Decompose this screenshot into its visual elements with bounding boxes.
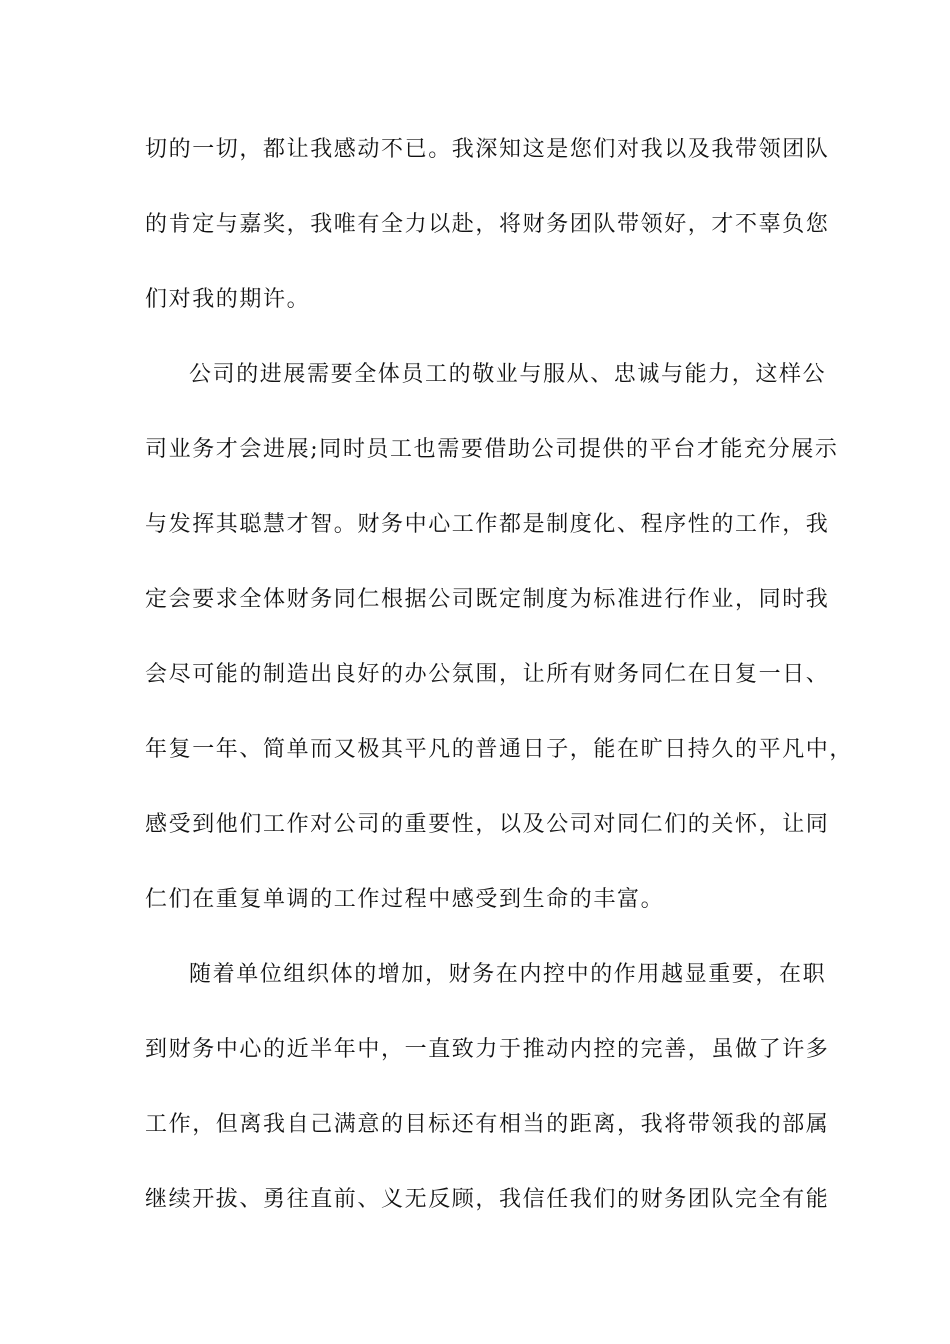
text-line: 仁们在重复单调的工作过程中感受到生命的丰富。 bbox=[145, 887, 665, 912]
text-line: 们对我的期许。 bbox=[145, 287, 311, 312]
text-line: 工作，但离我自己满意的目标还有相当的距离，我将带领我的部属 bbox=[145, 1112, 830, 1137]
paragraph-start-line: 随着单位组织体的增加，财务在内控中的作用越显重要，在职 bbox=[189, 962, 827, 987]
text-line: 与发挥其聪慧才智。财务中心工作都是制度化、程序性的工作，我 bbox=[145, 512, 830, 537]
text-line: 感受到他们工作对公司的重要性，以及公司对同仁们的关怀，让同 bbox=[145, 812, 830, 837]
text-line: 定会要求全体财务同仁根据公司既定制度为标准进行作业，同时我 bbox=[145, 587, 830, 612]
text-line: 年复一年、简单而又极其平凡的普通日子，能在旷日持久的平凡中， bbox=[145, 737, 854, 762]
text-line: 到财务中心的近半年中，一直致力于推动内控的完善，虽做了许多 bbox=[145, 1037, 830, 1062]
text-line: 继续开拔、勇往直前、义无反顾，我信任我们的财务团队完全有能 bbox=[145, 1187, 830, 1212]
paragraph-start-line: 公司的进展需要全体员工的敬业与服从、忠诚与能力，这样公 bbox=[189, 362, 827, 387]
text-line: 司业务才会进展;同时员工也需要借助公司提供的平台才能充分展示 bbox=[145, 437, 839, 462]
text-line: 的肯定与嘉奖，我唯有全力以赴，将财务团队带领好，才不辜负您 bbox=[145, 212, 830, 237]
text-line: 会尽可能的制造出良好的办公氛围，让所有财务同仁在日复一日、 bbox=[145, 662, 830, 687]
text-line: 切的一切，都让我感动不已。我深知这是您们对我以及我带领团队 bbox=[145, 137, 830, 162]
